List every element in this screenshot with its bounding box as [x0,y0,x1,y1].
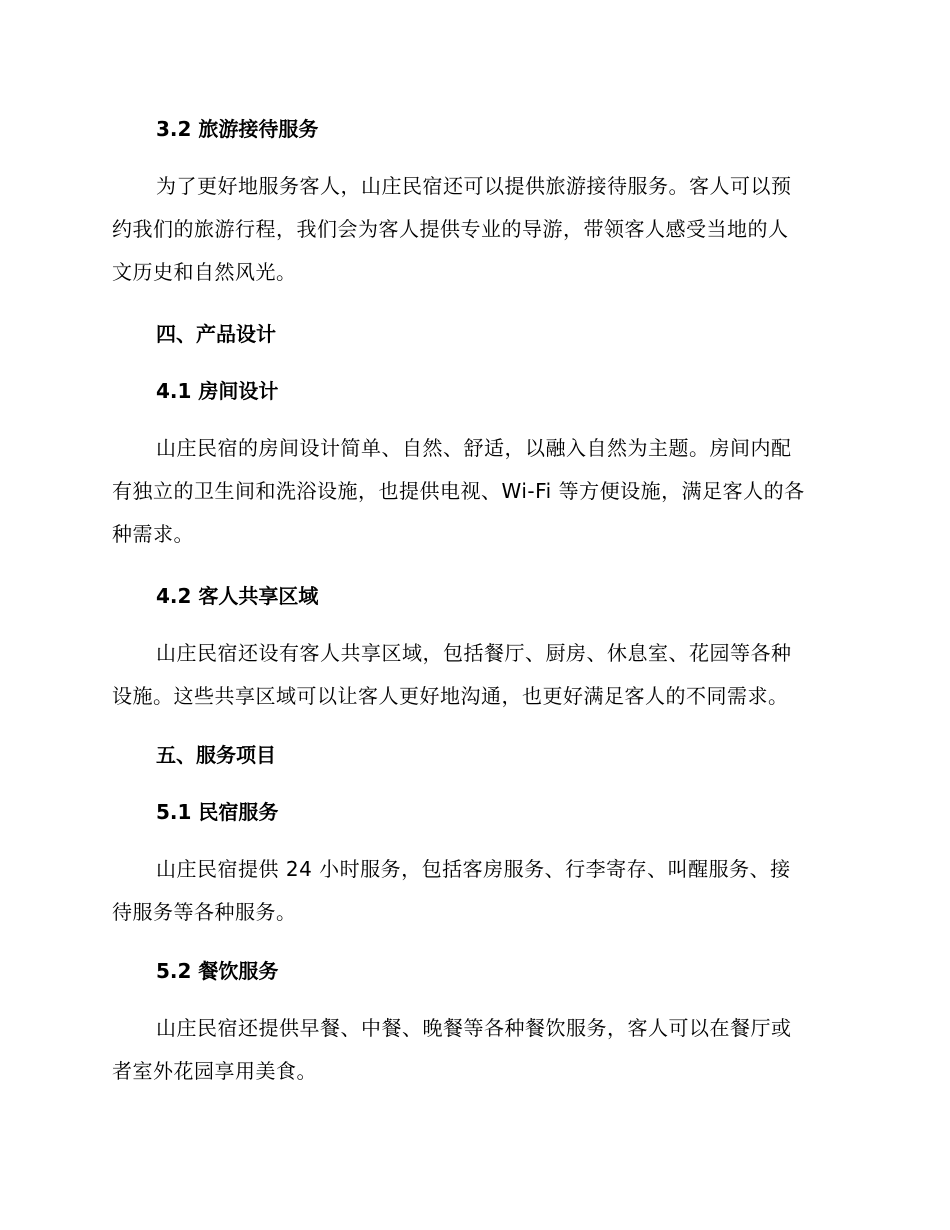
section-heading-3-2: 3.2 旅游接待服务 [156,117,319,141]
paragraph-line: 者室外花园享用美食。 [112,1059,317,1083]
paragraph-4-1 [112,427,842,556]
paragraph-line: 山庄民宿的房间设计简单、自然、舒适，以融入自然为主题。房间内配 [156,436,792,460]
paragraph-4-2 [112,632,842,718]
paragraph-line: 山庄民宿还设有客人共享区域，包括餐厅、厨房、休息室、花园等各种 [156,641,792,665]
paragraph-3-2 [112,165,842,294]
paragraph-line: 种需求。 [112,522,194,546]
section-heading-5-2: 5.2 餐饮服务 [156,959,279,983]
paragraph-line: 山庄民宿提供 24 小时服务，包括客房服务、行李寄存、叫醒服务、接 [156,857,791,881]
paragraph-5-1 [112,848,842,934]
paragraph-line: 设施。这些共享区域可以让客人更好地沟通，也更好满足客人的不同需求。 [112,684,789,708]
section-heading-5-1: 5.1 民宿服务 [156,800,279,824]
paragraph-line: 山庄民宿还提供早餐、中餐、晚餐等各种餐饮服务，客人可以在餐厅或 [156,1016,792,1040]
section-heading-4-2: 4.2 客人共享区域 [156,584,319,608]
paragraph-line: 有独立的卫生间和洗浴设施，也提供电视、Wi-Fi 等方便设施，满足客人的各 [112,479,805,503]
paragraph-line: 约我们的旅游行程，我们会为客人提供专业的导游，带领客人感受当地的人 [112,217,789,241]
paragraph-line: 为了更好地服务客人，山庄民宿还可以提供旅游接待服务。客人可以预 [156,174,792,198]
section-heading-4-1: 4.1 房间设计 [156,379,279,403]
paragraph-line: 文历史和自然风光。 [112,260,297,284]
paragraph-line: 待服务等各种服务。 [112,900,297,924]
section-heading-5: 五、服务项目 [156,743,276,767]
paragraph-5-2 [112,1007,842,1093]
section-heading-4: 四、产品设计 [156,322,276,346]
